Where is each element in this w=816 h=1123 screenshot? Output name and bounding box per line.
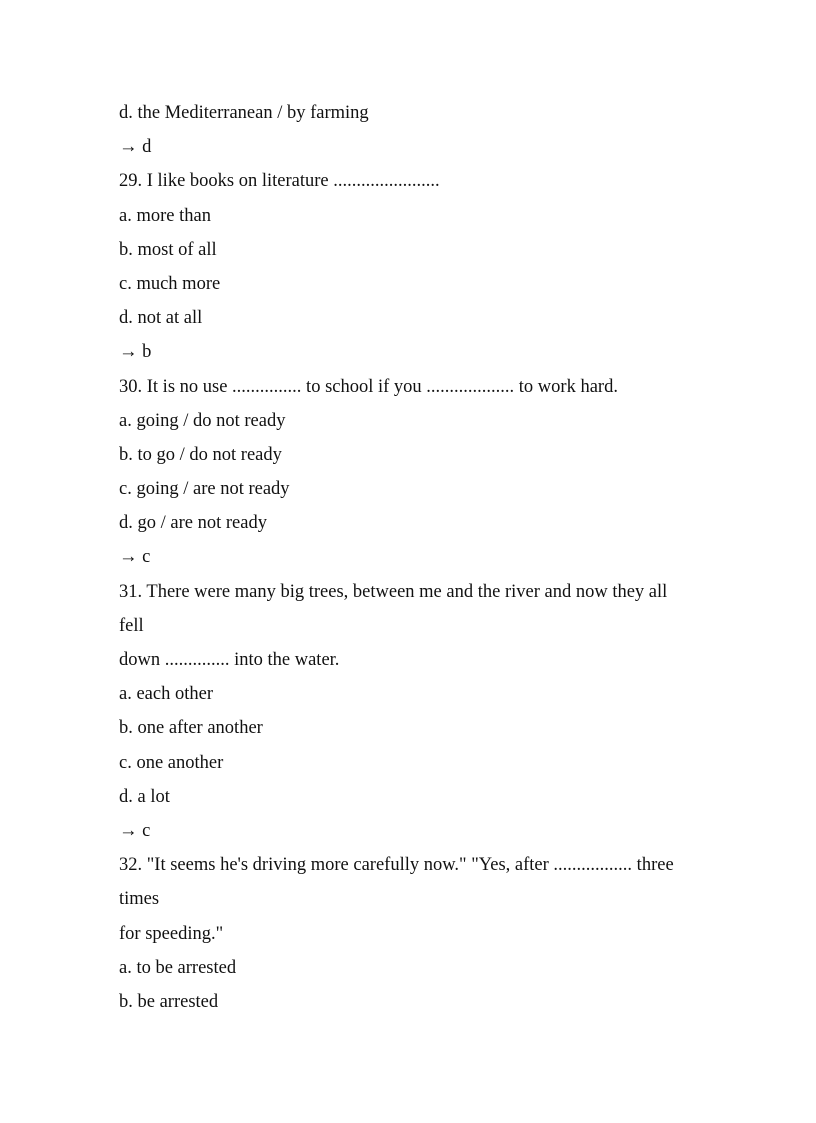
option-line: c. one another [119,752,224,773]
option-line: c. going / are not ready [119,479,290,500]
answer-line: → b [119,342,152,363]
document-body [119,96,699,1019]
question-31: 31. There were many big trees, between me and the river and now they all [119,581,668,602]
option-line: a. more than [119,205,211,226]
option-line: d. go / are not ready [119,513,267,534]
option-line: d. the Mediterranean / by farming [119,103,369,123]
question-30: 30. It is no use ............... to school if you ................... to work hard. [119,376,618,397]
answer-line: → d [119,137,152,158]
question-32-continuation: for speeding." [119,923,224,944]
option-line: c. much more [119,273,221,294]
option-line: b. to go / do not ready [119,444,282,465]
question-32: 32. "It seems he's driving more carefully now." "Yes, after ................. three [119,855,674,876]
option-line: a. to be arrested [119,957,237,978]
answer-line: → c [119,820,151,841]
option-line: d. not at all [119,308,203,329]
option-line: d. a lot [119,786,170,807]
option-line: a. each other [119,684,213,705]
question-31-continuation: fell [119,615,144,636]
option-line: b. most of all [119,239,217,260]
question-31-continuation: down .............. into the water. [119,650,340,670]
answer-line: → c [119,547,151,568]
question-32-continuation: times [119,889,160,910]
question-29: 29. I like books on literature ....................... [119,171,440,192]
option-line: a. going / do not ready [119,410,286,431]
option-line: b. one after another [119,718,263,739]
option-line: b. be arrested [119,991,219,1012]
